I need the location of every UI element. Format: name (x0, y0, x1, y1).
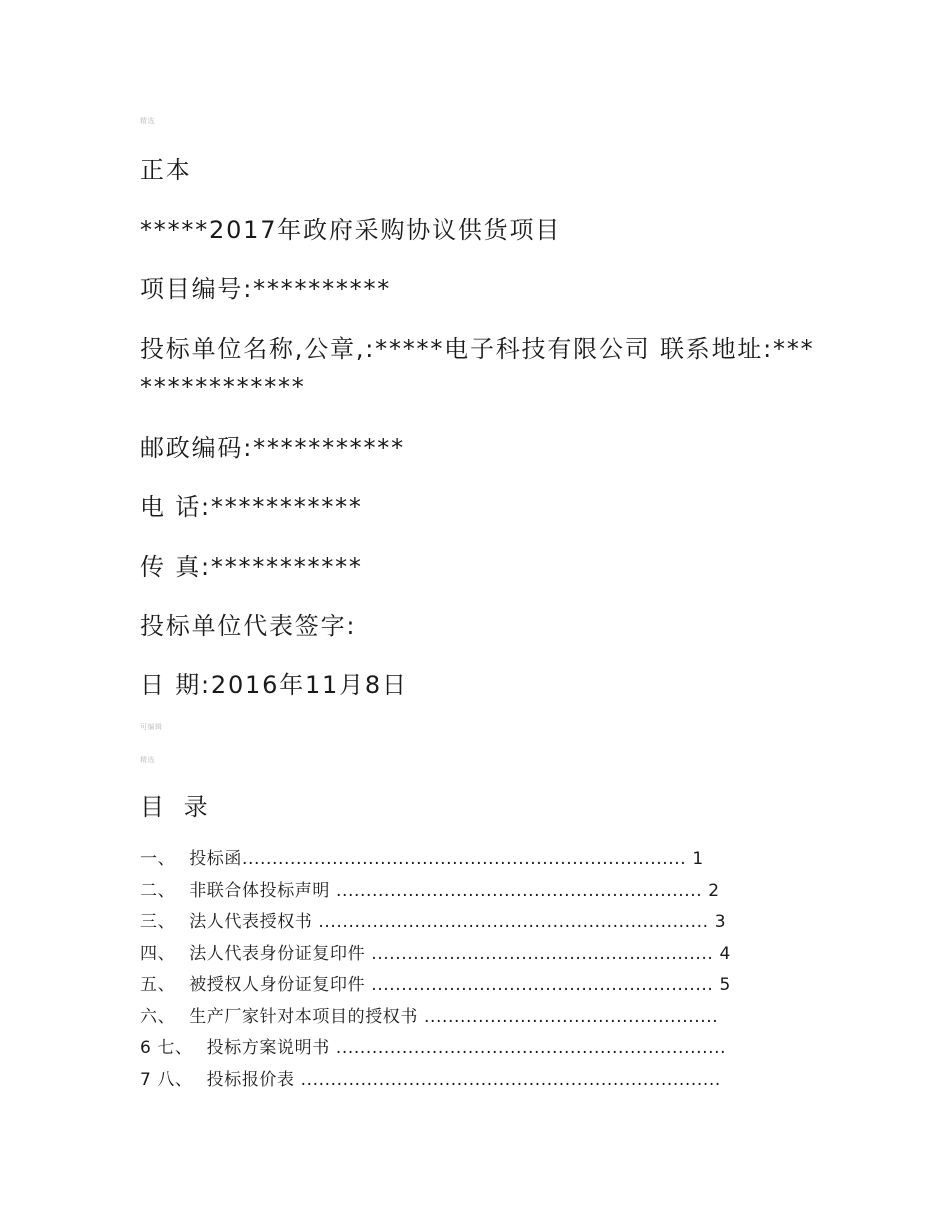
toc-page: 1 (692, 849, 704, 869)
bidder-info: 投标单位名称,公章,:*****电子科技有限公司 联系地址:*************** (140, 335, 815, 401)
project-number: 项目编号:********** (140, 275, 392, 303)
toc-item[interactable] (140, 1068, 820, 1100)
toc-text: 投标函 (189, 849, 243, 869)
toc-page: 3 (714, 912, 727, 932)
fax-number: 传 真:*********** (140, 553, 363, 581)
footer-note: 可编辑 (140, 723, 163, 731)
toc-text: 投标方案说明书 (206, 1038, 330, 1058)
toc-number: 四、 (140, 943, 176, 964)
toc-leader: ......................................................... (371, 975, 714, 995)
toc-number: 一、 (140, 849, 176, 869)
toc-item[interactable] (140, 942, 820, 974)
toc-leader: ................................................................. (335, 1038, 727, 1058)
signature-field: 投标单位代表签字: (140, 612, 357, 640)
header-note: 精选 (140, 117, 155, 125)
toc-leader: ................................................. (424, 1006, 719, 1027)
toc-leader: ............................................................. (336, 880, 703, 901)
toc-number: 7 八、 (140, 1069, 193, 1090)
toc-text: 生产厂家针对本项目的授权书 (189, 1006, 419, 1027)
toc-text: 非联合体投标声明 (189, 880, 331, 901)
toc-page: 4 (719, 943, 731, 964)
date-field: 日 期:2016年11月8日 (140, 671, 408, 699)
toc-page: 2 (708, 880, 720, 901)
toc-item[interactable] (140, 1036, 820, 1068)
toc-leader: ......................................................... (371, 943, 714, 964)
toc-leader: .......................................................................... (242, 849, 687, 869)
toc-number: 6 七、 (140, 1038, 193, 1058)
table-of-contents (140, 847, 820, 1099)
toc-text: 投标报价表 (206, 1069, 295, 1090)
toc-text: 法人代表授权书 (189, 912, 313, 932)
toc-item[interactable] (140, 847, 820, 879)
toc-text: 法人代表身份证复印件 (189, 943, 366, 964)
toc-title: 目 录 (140, 793, 214, 821)
toc-text: 被授权人身份证复印件 (189, 975, 366, 995)
toc-leader: ................................................................. (318, 912, 709, 932)
header-note-second: 精选 (140, 756, 155, 764)
project-name: *****2017年政府采购协议供货项目 (140, 216, 562, 244)
toc-item[interactable] (140, 1005, 820, 1037)
toc-number: 三、 (140, 912, 176, 932)
toc-page: 5 (719, 975, 731, 995)
phone-number: 电 话:*********** (140, 493, 363, 521)
toc-number: 六、 (140, 1006, 176, 1027)
postal-code: 邮政编码:*********** (140, 434, 405, 462)
toc-item[interactable] (140, 879, 820, 911)
toc-item[interactable] (140, 910, 820, 942)
toc-number: 五、 (140, 975, 176, 995)
copy-type-label: 正本 (140, 156, 192, 184)
toc-item[interactable] (140, 973, 820, 1005)
toc-leader: ...................................................................... (300, 1069, 721, 1090)
toc-number: 二、 (140, 880, 176, 901)
